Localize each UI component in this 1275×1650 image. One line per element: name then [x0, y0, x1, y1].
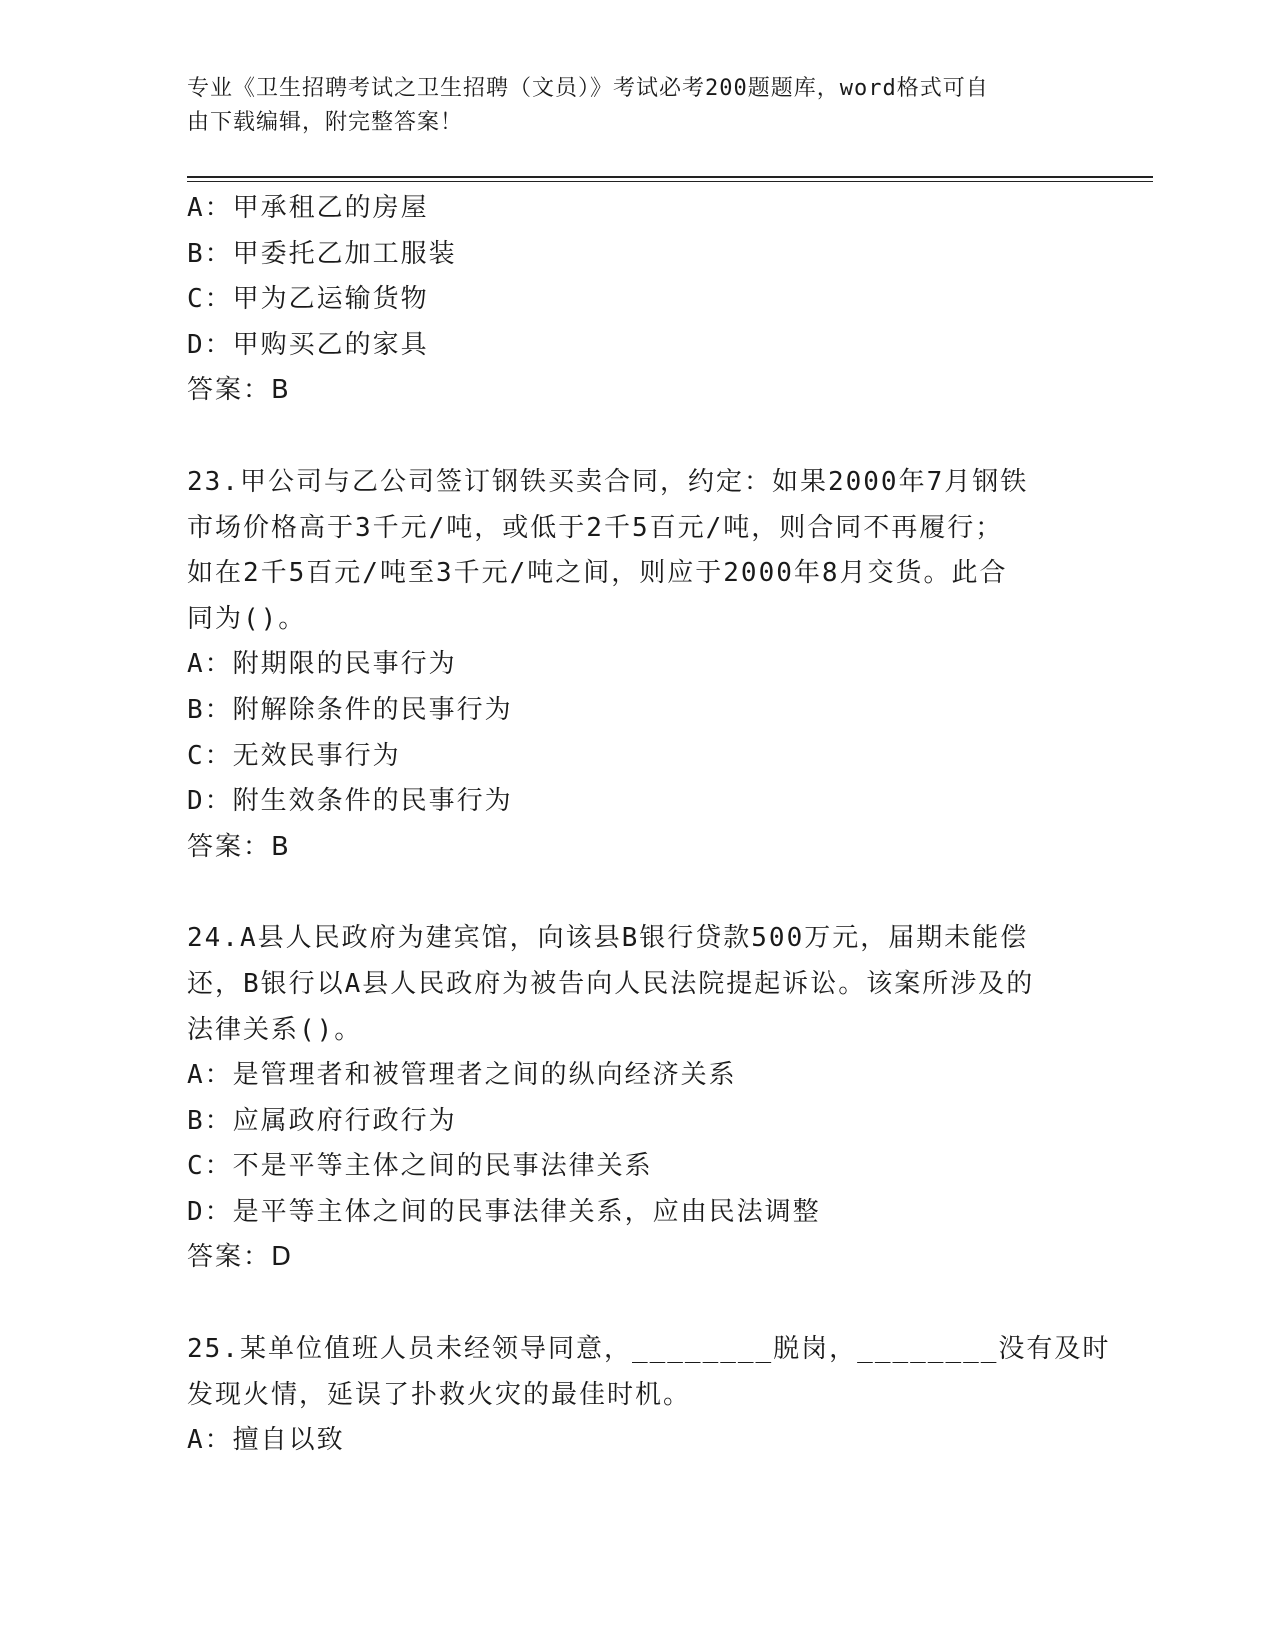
document-header	[187, 72, 1067, 140]
question-text-line: 还，B银行以A县人民政府为被告向人民法院提起诉讼。该案所涉及的	[187, 968, 1035, 999]
option-d: D：附生效条件的民事行为	[187, 786, 513, 817]
question-24	[187, 916, 1087, 1281]
spacer	[187, 870, 1087, 916]
question-text-line: 市场价格高于3千元/吨，或低于2千5百元/吨，则合同不再履行；	[187, 512, 1004, 543]
option-c: C：无效民事行为	[187, 740, 401, 771]
option-b: B：附解除条件的民事行为	[187, 694, 513, 725]
document-body	[187, 186, 1111, 1464]
answer-line: 答案：D	[187, 1242, 294, 1273]
option-b: B：应属政府行政行为	[187, 1105, 457, 1136]
option-c: C：甲为乙运输货物	[187, 284, 429, 315]
option-a: A：擅自以致	[187, 1425, 345, 1456]
header-line-1: 专业《卫生招聘考试之卫生招聘（文员）》考试必考200题题库，word格式可自	[187, 76, 989, 101]
question-text-line: 25.某单位值班人员未经领导同意，________脱岗，________没有及时	[187, 1334, 1111, 1365]
option-d: D：甲购买乙的家具	[187, 329, 429, 360]
question-text-line: 同为()。	[187, 603, 307, 634]
option-a: A：甲承租乙的房屋	[187, 193, 429, 223]
question-text-line: 24.A县人民政府为建宾馆，向该县B银行贷款500万元，届期未能偿	[187, 923, 1029, 954]
option-a: A：是管理者和被管理者之间的纵向经济关系	[187, 1060, 737, 1091]
spacer	[187, 1281, 1087, 1327]
question-25	[187, 1327, 1111, 1464]
question-text-line: 法律关系()。	[187, 1014, 363, 1045]
header-line-2: 由下载编辑，附完整答案！	[187, 110, 464, 135]
option-d: D：是平等主体之间的民事法律关系，应由民法调整	[187, 1196, 821, 1227]
option-a: A：附期限的民事行为	[187, 649, 457, 680]
option-c: C：不是平等主体之间的民事法律关系	[187, 1151, 653, 1182]
question-text-line: 23.甲公司与乙公司签订钢铁买卖合同，约定：如果2000年7月钢铁	[187, 466, 1029, 497]
spacer	[187, 414, 1087, 460]
answer-line: 答案：B	[187, 831, 291, 862]
option-b: B：甲委托乙加工服装	[187, 238, 457, 269]
question-23	[187, 460, 1087, 870]
header-divider	[187, 176, 1153, 182]
question-22-options	[187, 186, 1087, 414]
question-text-line: 如在2千5百元/吨至3千元/吨之间，则应于2000年8月交货。此合	[187, 558, 1008, 589]
answer-line: 答案：B	[187, 375, 291, 406]
question-text-line: 发现火情，延误了扑救火灾的最佳时机。	[187, 1379, 692, 1410]
